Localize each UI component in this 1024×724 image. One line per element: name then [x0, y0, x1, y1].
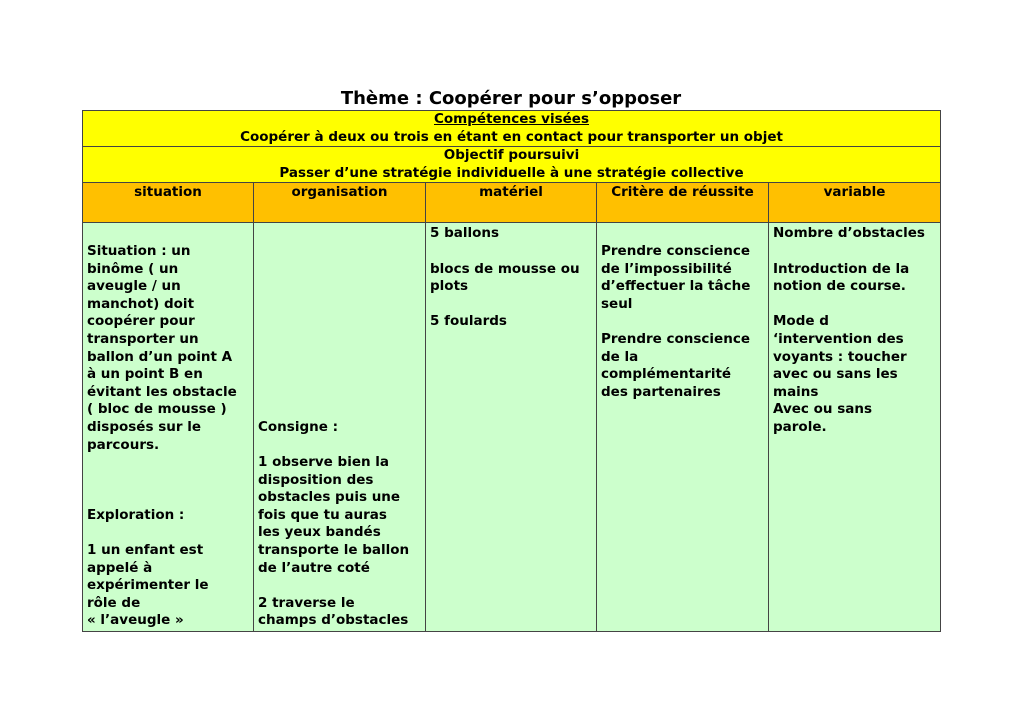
- objectif-text: Passer d’une stratégie individuelle à une stratégie collective: [279, 164, 744, 181]
- cell-materiel: 5 ballons blocs de mousse ou plots 5 foulards: [426, 223, 597, 632]
- competences-heading: Compétences visées: [434, 111, 589, 127]
- objectif-heading: Objectif poursuivi: [443, 147, 580, 164]
- column-header-materiel: matériel: [426, 183, 597, 223]
- competences-cell: [83, 111, 941, 147]
- column-header-organisation: organisation: [254, 183, 426, 223]
- content-row: [83, 223, 941, 632]
- cell-organisation: Consigne : 1 observe bien la disposition des obstacles puis une fois que tu auras les yeux bandés transporte le ballon de l’autre coté 2 traverse le champs d’obstacles: [254, 223, 426, 632]
- cell-variable: Nombre d’obstacles Introduction de la notion de course. Mode d ‘intervention des voyants : toucher avec ou sans les mains Avec ou sans parole.: [769, 223, 941, 632]
- competences-row: [83, 111, 941, 147]
- column-header-situation: situation: [83, 183, 254, 223]
- objectif-cell: [83, 147, 941, 183]
- column-header-variable: variable: [769, 183, 941, 223]
- cell-critere: Prendre conscience de l’impossibilité d’effectuer la tâche seul Prendre conscience de la complémentarité des partenaires: [597, 223, 769, 632]
- document-title: Thème : Coopérer pour s’opposer: [340, 88, 682, 109]
- objectif-row: [83, 147, 941, 183]
- column-header-critere: Critère de réussite: [597, 183, 769, 223]
- header-row: [83, 183, 941, 223]
- lesson-plan-table: [82, 110, 941, 632]
- competences-text: Coopérer à deux ou trois en étant en contact pour transporter un objet: [240, 128, 783, 145]
- cell-situation: Situation : un binôme ( un aveugle / un manchot) doit coopérer pour transporter un ballon d’un point A à un point B en évitant les obstacle ( bloc de mousse ) disposés sur le parcours. Exploration : 1 un enfant est appelé à expérimenter le rôle de « l’aveugle »: [83, 223, 254, 632]
